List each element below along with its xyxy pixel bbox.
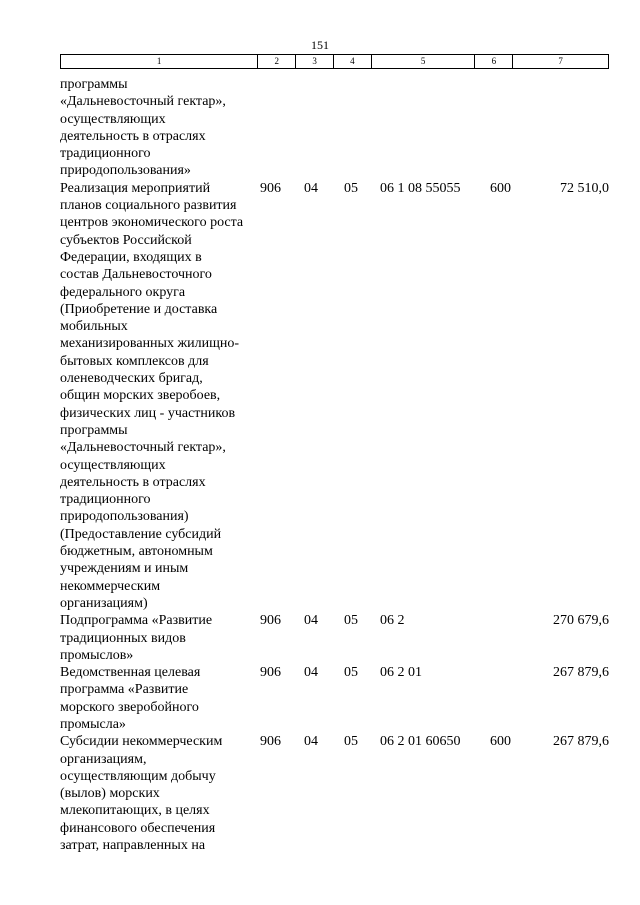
table-row xyxy=(60,664,609,733)
row-sum: 267 879,6 xyxy=(553,665,609,681)
table-row xyxy=(60,733,609,854)
header-col-3: 3 xyxy=(296,55,334,68)
row-ved: 906 xyxy=(260,613,281,629)
header-col-7: 7 xyxy=(558,56,563,66)
row-rz: 04 xyxy=(304,613,318,629)
page-number: 151 xyxy=(311,38,329,52)
table-row xyxy=(60,76,609,180)
row-name: Субсидии некоммерческим организациям, осуществляющим добычу (вылов) морских млекопитающих, в целях финансового обеспечения затрат, направленных на xyxy=(60,734,223,854)
row-name: Подпрограмма «Развитие традиционных видов промыслов» xyxy=(60,613,213,663)
header-col-4: 4 xyxy=(334,55,372,68)
table-body xyxy=(60,76,609,854)
row-csr: 06 2 xyxy=(380,613,405,629)
row-vr xyxy=(490,664,530,733)
row-rz: 04 xyxy=(304,734,318,750)
row-pr xyxy=(344,76,380,180)
row-pr: 05 xyxy=(344,734,358,750)
row-vr xyxy=(490,612,530,664)
row-ved: 906 xyxy=(260,180,281,196)
header-col-6: 6 xyxy=(475,55,513,68)
row-vr: 600 xyxy=(490,180,511,196)
row-sum: 267 879,6 xyxy=(553,734,609,750)
row-rz: 04 xyxy=(304,180,318,196)
row-rz xyxy=(304,76,344,180)
row-pr: 05 xyxy=(344,613,358,629)
row-sum: 270 679,6 xyxy=(553,613,609,629)
table-row xyxy=(60,180,609,612)
header-col-1: 1 xyxy=(61,55,258,68)
row-csr: 06 2 01 xyxy=(380,665,422,681)
row-pr: 05 xyxy=(344,180,358,196)
row-ved xyxy=(260,76,304,180)
row-csr xyxy=(380,76,490,180)
row-name: Реализация мероприятий планов социального развития центров экономического роста субъектов Российской Федерации, входящих в состав Дальневосточного федерального округа (Приобретение и доставка мобильных механизированных жилищно- бытовых комплексов для оленеводческих бригад, общин морских зверобоев, физических лиц - участников программы «Дальневосточный гектар», осуществляющих деятельность в отраслях традиционного природопользования) (Предоставление субсидий бюджетным, автономным учреждениям и иным некоммерческим организациям) xyxy=(60,180,244,611)
header-col-5: 5 xyxy=(372,55,476,68)
row-pr: 05 xyxy=(344,665,358,681)
row-name: Ведомственная целевая программа «Развитие морского зверобойного промысла» xyxy=(60,665,201,732)
row-sum: 72 510,0 xyxy=(560,180,609,196)
header-col-2: 2 xyxy=(258,55,296,68)
row-name: программы «Дальневосточный гектар», осуществляющих деятельность в отраслях традиционного природопользования» xyxy=(60,77,226,179)
row-sum xyxy=(530,76,609,180)
row-vr: 600 xyxy=(490,734,511,750)
table-header-row xyxy=(60,54,609,69)
row-ved: 906 xyxy=(260,665,281,681)
row-vr xyxy=(490,76,530,180)
row-csr: 06 1 08 55055 xyxy=(380,180,461,196)
table-row xyxy=(60,612,609,664)
row-csr: 06 2 01 60650 xyxy=(380,734,461,750)
row-ved: 906 xyxy=(260,734,281,750)
row-rz: 04 xyxy=(304,665,318,681)
